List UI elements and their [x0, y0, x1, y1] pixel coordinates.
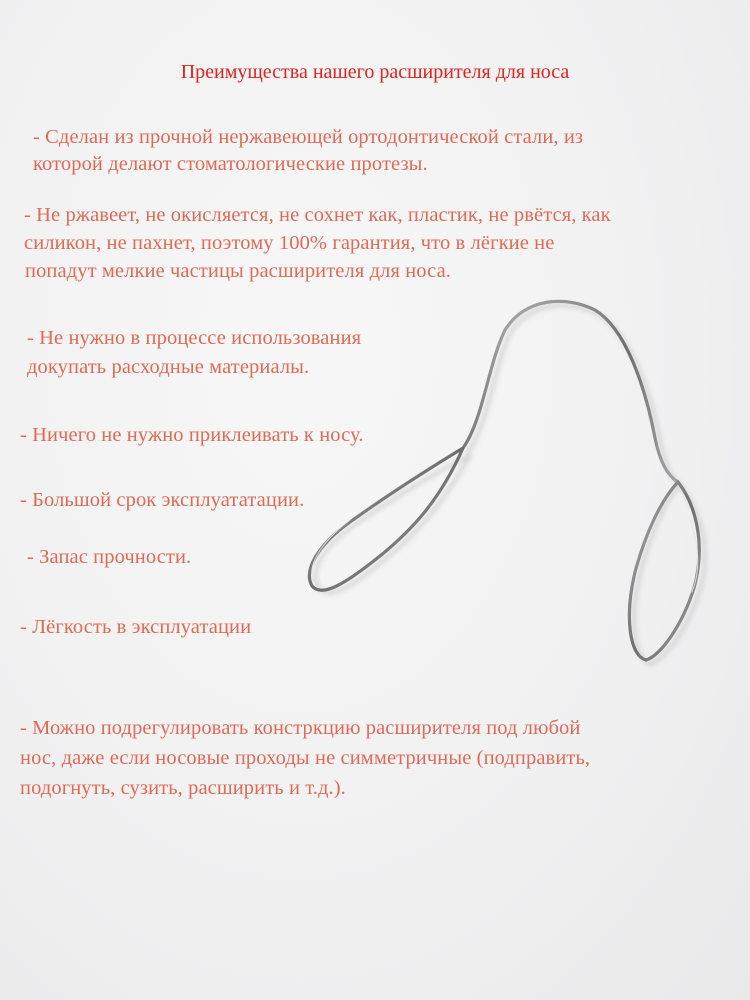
- benefit-line: докупать расходные материалы.: [27, 356, 310, 378]
- benefit-line: - Запас прочности.: [27, 546, 192, 568]
- benefit-line: подогнуть, сузить, расширить и т.д.).: [20, 777, 346, 799]
- benefit-line: - Не ржавеет, не окисляется, не сохнет как, пластик, не рвётся, как: [24, 204, 611, 226]
- benefit-line: - Сделан из прочной нержавеющей ортодонтической стали, из: [33, 126, 584, 148]
- benefit-line: - Ничего не нужно приклеивать к носу.: [20, 424, 364, 446]
- benefit-line: - Большой срок эксплуататации.: [20, 489, 305, 511]
- benefit-line: нос, даже если носовые проходы не симметричные (подправить,: [20, 747, 591, 769]
- wire-shadow: [315, 305, 704, 664]
- benefit-line: - Можно подрегулировать констркцию расширителя под любой: [20, 717, 581, 739]
- benefit-line: попадут мелкие частицы расширителя для носа.: [25, 260, 452, 282]
- benefit-line: - Лёгкость в эксплуатации: [20, 616, 252, 638]
- wire-body: [309, 301, 699, 660]
- benefit-line: силикон, не пахнет, поэтому 100% гарантия, что в лёгкие не: [24, 232, 555, 254]
- benefit-line: - Не нужно в процессе использования: [27, 327, 362, 349]
- page-title: Преимущества нашего расширителя для носа: [180, 61, 570, 83]
- benefit-line: которой делают стоматологические протезы.: [33, 153, 428, 175]
